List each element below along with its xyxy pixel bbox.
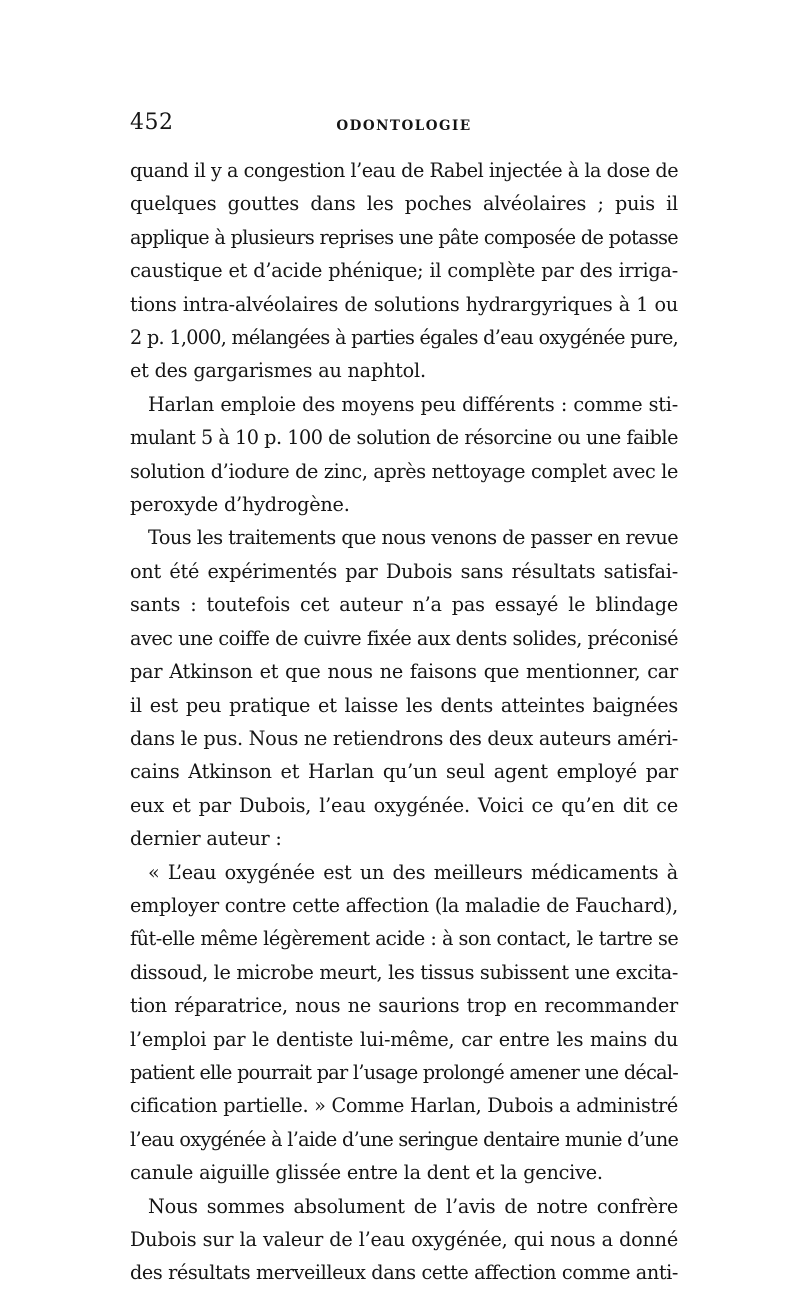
text-line: « L’eau oxygénée est un des meilleurs médicaments à [148, 860, 678, 884]
text-line: caustique et d’acide phénique; il complète par des irriga- [130, 259, 678, 283]
text-line: applique à plusieurs reprises une pâte composée de potasse [130, 225, 678, 249]
text-line: des résultats merveilleux dans cette affection comme anti- [130, 1261, 678, 1285]
text-line: tion réparatrice, nous ne saurions trop en recommander [130, 994, 678, 1018]
text-line: dans le pus. Nous ne retiendrons des deux auteurs améri- [130, 726, 678, 750]
text-line: eux et par Dubois, l’eau oxygénée. Voici ce qu’en dit ce [130, 793, 678, 817]
text-line: tions intra-alvéolaires de solutions hydrargyriques à 1 ou [130, 292, 678, 316]
text-line: ont été expérimentés par Dubois sans résultats satisfai- [130, 559, 678, 583]
text-line: Tous les traitements que nous venons de passer en revue [148, 526, 679, 550]
book-page [130, 110, 678, 1290]
text-line: cification partielle. » Comme Harlan, Dubois a administré [130, 1094, 678, 1118]
text-line: Nous sommes absolument de l’avis de notre confrère [148, 1194, 678, 1218]
text-line: cains Atkinson et Harlan qu’un seul agent employé par [130, 760, 678, 784]
text-line: l’emploi par le dentiste lui-même, car entre les mains du [130, 1027, 678, 1051]
text-line: 2 p. 1,000, mélangées à parties égales d’eau oxygénée pure, [130, 326, 678, 350]
page-header [130, 110, 678, 142]
text-line: dissoud, le microbe meurt, les tissus subissent une excita- [130, 960, 678, 984]
body-text [130, 154, 678, 1290]
text-line: par Atkinson et que nous ne faisons que mentionner, car [130, 660, 678, 684]
text-line: quand il y a congestion l’eau de Rabel injectée à la dose de [130, 159, 679, 182]
text-line: Dubois sur la valeur de l’eau oxygénée, qui nous a donné [130, 1228, 678, 1251]
text-line: solution d’iodure de zinc, après nettoyage complet avec le [130, 459, 678, 483]
text-line: sants : toutefois cet auteur n’a pas essayé le blindage [130, 593, 678, 617]
text-line: fût-elle même légèrement acide : à son contact, le tartre se [130, 927, 679, 951]
text-line: avec une coiffe de cuivre fixée aux dents solides, préconisé [130, 626, 678, 650]
text-line: et des gargarismes au naphtol. [130, 359, 426, 383]
running-title: ODONTOLOGIE [336, 118, 472, 134]
text-line: canule aiguille glissée entre la dent et la gencive. [130, 1161, 603, 1185]
text-line: peroxyde d’hydrogène. [130, 493, 350, 517]
text-line: patient elle pourrait par l’usage prolongé amener une décal- [130, 1060, 679, 1084]
text-line: l’eau oxygénée à l’aide d’une seringue dentaire munie d’une [130, 1127, 679, 1151]
text-line: quelques gouttes dans les poches alvéolaires ; puis il [130, 192, 678, 216]
text-line: Harlan emploie des moyens peu différents : comme sti- [148, 392, 678, 416]
text-line: il est peu pratique et laisse les dents atteintes baignées [130, 693, 678, 717]
text-line: dernier auteur : [130, 827, 282, 851]
page-number: 452 [130, 110, 174, 135]
text-line: mulant 5 à 10 p. 100 de solution de résorcine ou une faible [130, 426, 678, 450]
text-line: employer contre cette affection (la maladie de Fauchard), [130, 893, 678, 917]
